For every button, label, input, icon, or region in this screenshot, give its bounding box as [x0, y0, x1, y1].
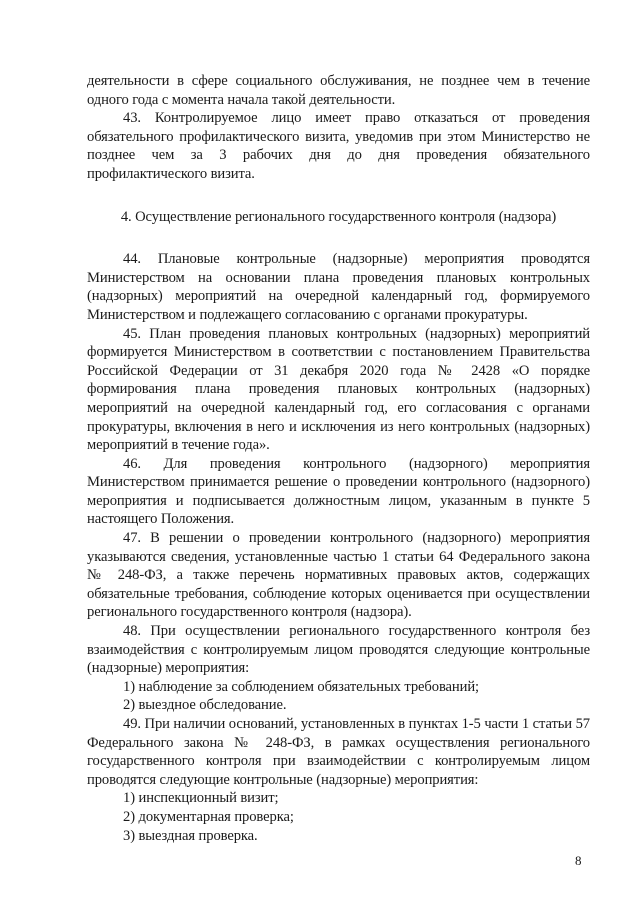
paragraph-44: 44. Плановые контрольные (надзорные) мероприятия проводятся Министерством на основании плана проведения плановых контрольных (надзорных) мероприятий на очередной календарный год, формируемого Министерством и подлежащего согласованию с органами прокуратуры.: [87, 251, 590, 323]
paragraph-48: 48. При осуществлении регионального государственного контроля без взаимодействия с контролируемым лицом проводятся следующие контрольные (надзорные) мероприятия:: [87, 623, 590, 677]
paragraph-43: 43. Контролируемое лицо имеет право отказаться от проведения обязательного профилактического визита, уведомив при этом Министерство не позднее чем за 3 рабочих дня до дня проведения обязательного профилактического визита.: [87, 110, 590, 182]
list-item-49-1: 1) инспекционный визит;: [123, 790, 279, 807]
page-number: 8: [575, 853, 582, 868]
list-item-49-3: 3) выездная проверка.: [123, 827, 258, 844]
list-item-48-1: 1) наблюдение за соблюдением обязательных требований;: [123, 678, 480, 695]
paragraph-45: 45. План проведения плановых контрольных (надзорных) мероприятий формируется Министерством в соответствии с постановлением Правительства Российской Федерации от 31 декабря 2020 года № 2428 «О порядке формирования плана проведения плановых контрольных (надзорных) мероприятий на очередной календарный год, его согласования с органами прокуратуры, включения в него и исключения из него контрольных (надзорных) мероприятий в течение года».: [87, 325, 590, 454]
paragraph-46: 46. Для проведения контрольного (надзорного) мероприятия Министерством принимается решение о проведении контрольного (надзорного) мероприятия и подписывается должностным лицом, указанным в пункте 5 настоящего Положения.: [87, 455, 590, 528]
paragraph-49: 49. При наличии оснований, установленных в пунктах 1-5 части 1 статьи 57 Федерального закона № 248-ФЗ, в рамках осуществления регионального государственного контроля при взаимодействии с контролируемым лицом проводятся следующие контрольные (надзорные) мероприятия:: [87, 716, 590, 788]
paragraph-47: 47. В решении о проведении контрольного (надзорного) мероприятия указываются сведения, установленные частью 1 статьи 64 Федерального закона № 248-ФЗ, а также перечень нормативных правовых актов, содержащих обязательные требования, соблюдение которых оценивается при осуществлении регионального государственного контроля (надзора).: [87, 530, 590, 621]
list-item-49-2: 2) документарная проверка;: [123, 808, 294, 825]
list-item-48-2: 2) выездное обследование.: [123, 697, 287, 714]
section-heading: 4. Осуществление регионального государственного контроля (надзора): [120, 208, 557, 225]
document-page: [87, 72, 590, 845]
paragraph-continuation: деятельности в сфере социального обслуживания, не позднее чем в течение одного года с момента начала такой деятельности.: [87, 73, 590, 108]
